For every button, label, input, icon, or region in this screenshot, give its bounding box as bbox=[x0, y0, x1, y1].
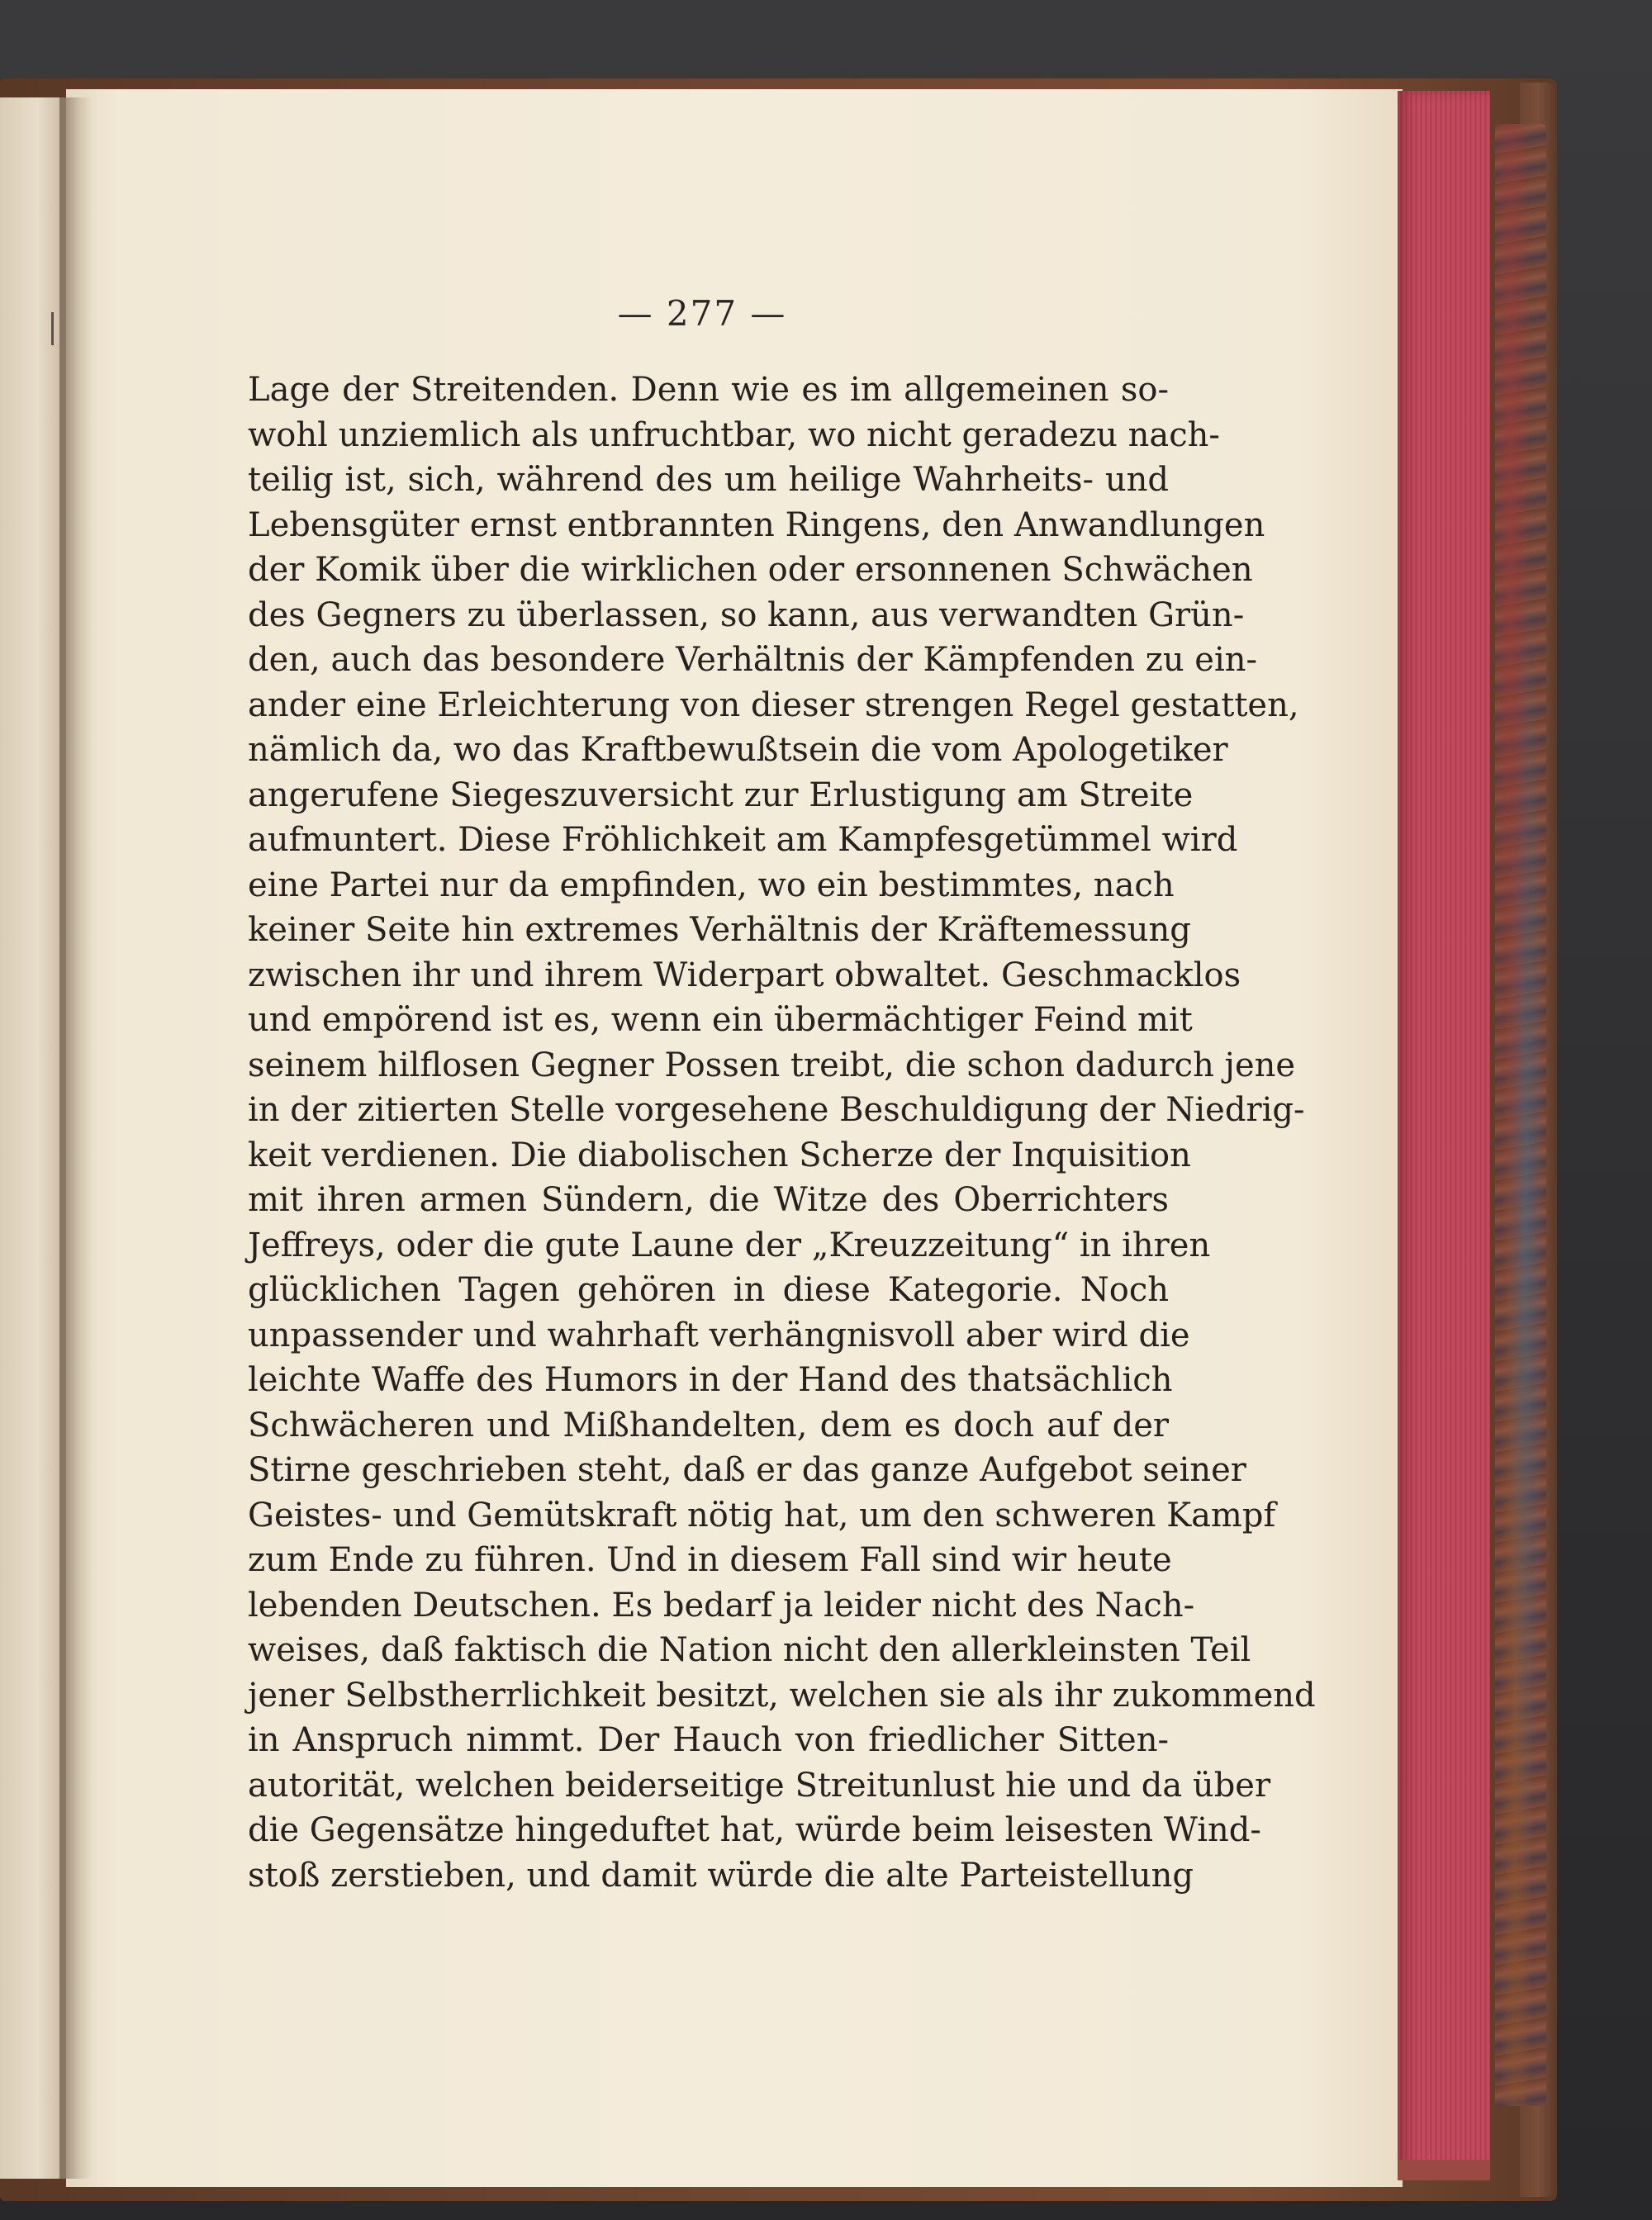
text-line: der Komik über die wirklichen oder ersonnenen Schwächen bbox=[248, 551, 1253, 589]
text-line: weises, daß faktisch die Nation nicht den allerkleinsten Teil bbox=[248, 1631, 1251, 1669]
text-line: aufmuntert. Diese Fröhlichkeit am Kampfesgetümmel wird bbox=[248, 821, 1238, 859]
text-line: keit verdienen. Die diabolischen Scherze der Inquisition bbox=[248, 1136, 1191, 1174]
text-line: stoß zerstieben, und damit würde die alte Parteistellung bbox=[248, 1856, 1194, 1895]
text-line: keiner Seite hin extremes Verhältnis der Kräftemessung bbox=[248, 911, 1191, 949]
text-line: jener Selbstherrlichkeit besitzt, welchen sie als ihr zukommend bbox=[248, 1676, 1316, 1715]
gutter-shadow bbox=[59, 97, 93, 2179]
text-line: glücklichen Tagen gehören in diese Kategorie. Noch bbox=[248, 1271, 1169, 1309]
text-line: seinem hilflosen Gegner Possen treibt, die schon dadurch jene bbox=[248, 1046, 1296, 1084]
text-line: nämlich da, wo das Kraftbewußtsein die vom Apologetiker bbox=[248, 731, 1228, 769]
text-line: angerufene Siegeszuversicht zur Erlustigung am Streite bbox=[248, 776, 1194, 814]
text-line: wohl unziemlich als unfruchtbar, wo nicht geradezu nach- bbox=[248, 415, 1220, 454]
text-line: Stirne geschrieben steht, daß er das ganze Aufgebot seiner bbox=[248, 1451, 1246, 1489]
text-line: Schwächeren und Mißhandelten, dem es doch auf der bbox=[248, 1406, 1169, 1444]
text-line: mit ihren armen Sündern, die Witze des Oberrichters bbox=[248, 1181, 1169, 1219]
text-line: den, auch das besondere Verhältnis der Kämpfenden zu ein- bbox=[248, 641, 1258, 679]
marbled-board-edge bbox=[1495, 124, 1546, 2106]
text-line: zwischen ihr und ihrem Widerpart obwaltet. Geschmacklos bbox=[248, 956, 1241, 994]
text-line: Lage der Streitenden. Denn wie es im allgemeinen so- bbox=[248, 371, 1169, 409]
body-text bbox=[248, 368, 1316, 1898]
text-line: autorität, welchen beiderseitige Streitunlust hie und da über bbox=[248, 1766, 1271, 1805]
left-page-edge bbox=[0, 97, 68, 2179]
text-line: eine Partei nur da empfinden, wo ein bestimmtes, nach bbox=[248, 866, 1175, 904]
page-block-bottom bbox=[1398, 2160, 1490, 2180]
page-number: — 277 — bbox=[617, 293, 787, 334]
text-line: ander eine Erleichterung von dieser strengen Regel gestatten, bbox=[248, 685, 1299, 724]
text-line: Jeffreys, oder die gute Laune der „Kreuzzeitung“ in ihren bbox=[248, 1226, 1211, 1264]
text-line: und empörend ist es, wenn ein übermächtiger Feind mit bbox=[248, 1001, 1193, 1039]
text-line: leichte Waffe des Humors in der Hand des thatsächlich bbox=[248, 1361, 1173, 1399]
red-page-block-edge bbox=[1398, 91, 1490, 2180]
left-page-mark bbox=[51, 312, 54, 345]
text-line: unpassender und wahrhaft verhängnisvoll aber wird die bbox=[248, 1316, 1190, 1354]
text-line: in der zitierten Stelle vorgesehene Beschuldigung der Niedrig- bbox=[248, 1091, 1305, 1129]
text-line: die Gegensätze hingeduftet hat, würde beim leisesten Wind- bbox=[248, 1811, 1261, 1849]
text-line: Lebensgüter ernst entbrannten Ringens, den Anwandlungen bbox=[248, 505, 1265, 544]
text-line: lebenden Deutschen. Es bedarf ja leider nicht des Nach- bbox=[248, 1586, 1195, 1625]
text-line: zum Ende zu führen. Und in diesem Fall sind wir heute bbox=[248, 1541, 1172, 1579]
text-line: teilig ist, sich, während des um heilige Wahrheits- und bbox=[248, 461, 1169, 499]
text-line: in Anspruch nimmt. Der Hauch von friedlicher Sitten- bbox=[248, 1721, 1169, 1759]
text-line: Geistes- und Gemütskraft nötig hat, um den schweren Kampf bbox=[248, 1496, 1276, 1535]
text-line: des Gegners zu überlassen, so kann, aus verwandten Grün- bbox=[248, 595, 1245, 634]
